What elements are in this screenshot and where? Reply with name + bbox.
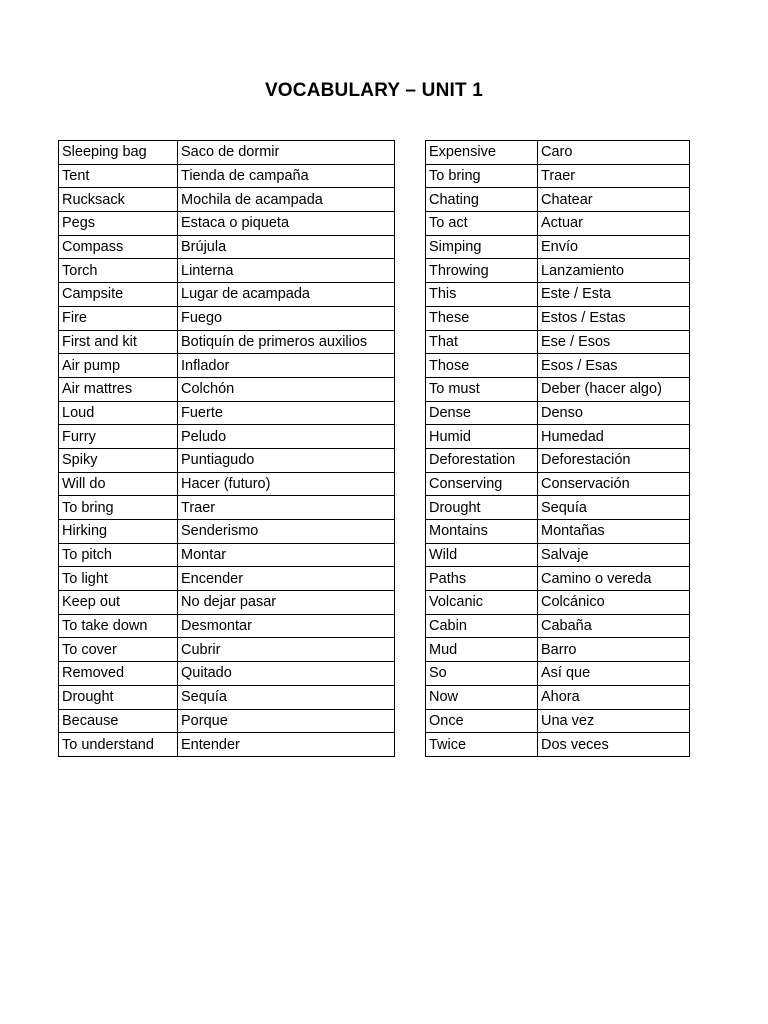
english-term-cell: Mud	[426, 638, 538, 662]
english-term-cell: Montains	[426, 520, 538, 544]
spanish-translation-cell: Camino o vereda	[538, 567, 690, 591]
spanish-translation-cell: Saco de dormir	[178, 141, 395, 165]
spanish-translation-cell: Ese / Esos	[538, 330, 690, 354]
spanish-translation-cell: Denso	[538, 401, 690, 425]
table-row	[59, 520, 395, 544]
spanish-translation-cell: Lanzamiento	[538, 259, 690, 283]
spanish-translation-cell: Desmontar	[178, 614, 395, 638]
table-row	[426, 354, 690, 378]
table-row	[426, 212, 690, 236]
spanish-translation-cell: Peludo	[178, 425, 395, 449]
table-row	[426, 614, 690, 638]
table-row	[426, 709, 690, 733]
table-row	[426, 283, 690, 307]
table-row	[426, 330, 690, 354]
spanish-translation-cell: Colcánico	[538, 591, 690, 615]
english-term-cell: Hirking	[59, 520, 178, 544]
spanish-translation-cell: Mochila de acampada	[178, 188, 395, 212]
spanish-translation-cell: Deber (hacer algo)	[538, 377, 690, 401]
table-row	[426, 638, 690, 662]
english-term-cell: First and kit	[59, 330, 178, 354]
table-row	[426, 425, 690, 449]
english-term-cell: Furry	[59, 425, 178, 449]
english-term-cell: Removed	[59, 662, 178, 686]
spanish-translation-cell: Estos / Estas	[538, 306, 690, 330]
table-row	[59, 401, 395, 425]
english-term-cell: To act	[426, 212, 538, 236]
table-row	[426, 520, 690, 544]
english-term-cell: Tent	[59, 164, 178, 188]
spanish-translation-cell: Fuego	[178, 306, 395, 330]
spanish-translation-cell: Montar	[178, 543, 395, 567]
page-title: VOCABULARY – UNIT 1	[264, 80, 484, 101]
spanish-translation-cell: Este / Esta	[538, 283, 690, 307]
table-row	[59, 141, 395, 165]
english-term-cell: Wild	[426, 543, 538, 567]
table-row	[59, 212, 395, 236]
spanish-translation-cell: Linterna	[178, 259, 395, 283]
english-term-cell: To bring	[59, 496, 178, 520]
table-row	[426, 496, 690, 520]
spanish-translation-cell: Fuerte	[178, 401, 395, 425]
english-term-cell: Spiky	[59, 448, 178, 472]
table-row	[59, 567, 395, 591]
spanish-translation-cell: Puntiagudo	[178, 448, 395, 472]
table-row	[59, 543, 395, 567]
english-term-cell: Now	[426, 685, 538, 709]
english-term-cell: Dense	[426, 401, 538, 425]
table-row	[59, 662, 395, 686]
english-term-cell: Air mattres	[59, 377, 178, 401]
spanish-translation-cell: Lugar de acampada	[178, 283, 395, 307]
english-term-cell: Pegs	[59, 212, 178, 236]
english-term-cell: To light	[59, 567, 178, 591]
english-term-cell: That	[426, 330, 538, 354]
table-row	[59, 448, 395, 472]
table-row	[426, 141, 690, 165]
spanish-translation-cell: Entender	[178, 733, 395, 757]
english-term-cell: Torch	[59, 259, 178, 283]
english-term-cell: To take down	[59, 614, 178, 638]
english-term-cell: To bring	[426, 164, 538, 188]
english-term-cell: Cabin	[426, 614, 538, 638]
table-row	[59, 164, 395, 188]
table-row	[59, 591, 395, 615]
table-row	[59, 354, 395, 378]
english-term-cell: Simping	[426, 235, 538, 259]
spanish-translation-cell: Quitado	[178, 662, 395, 686]
spanish-translation-cell: Sequía	[178, 685, 395, 709]
table-row	[59, 709, 395, 733]
spanish-translation-cell: Hacer (futuro)	[178, 472, 395, 496]
english-term-cell: Keep out	[59, 591, 178, 615]
spanish-translation-cell: Traer	[538, 164, 690, 188]
table-row	[426, 448, 690, 472]
english-term-cell: Those	[426, 354, 538, 378]
english-term-cell: Loud	[59, 401, 178, 425]
spanish-translation-cell: Caro	[538, 141, 690, 165]
english-term-cell: Campsite	[59, 283, 178, 307]
english-term-cell: Will do	[59, 472, 178, 496]
table-row	[426, 591, 690, 615]
table-row	[426, 662, 690, 686]
spanish-translation-cell: Inflador	[178, 354, 395, 378]
spanish-translation-cell: Sequía	[538, 496, 690, 520]
table-row	[59, 614, 395, 638]
spanish-translation-cell: Ahora	[538, 685, 690, 709]
spanish-translation-cell: Envío	[538, 235, 690, 259]
table-row	[426, 733, 690, 757]
english-term-cell: Compass	[59, 235, 178, 259]
english-term-cell: To understand	[59, 733, 178, 757]
table-row	[59, 188, 395, 212]
spanish-translation-cell: Esos / Esas	[538, 354, 690, 378]
table-row	[426, 543, 690, 567]
spanish-translation-cell: Encender	[178, 567, 395, 591]
english-term-cell: Humid	[426, 425, 538, 449]
table-row	[426, 188, 690, 212]
table-row	[59, 472, 395, 496]
table-row	[59, 733, 395, 757]
spanish-translation-cell: Traer	[178, 496, 395, 520]
english-term-cell: Air pump	[59, 354, 178, 378]
english-term-cell: Sleeping bag	[59, 141, 178, 165]
table-row	[59, 377, 395, 401]
spanish-translation-cell: Chatear	[538, 188, 690, 212]
table-row	[426, 472, 690, 496]
english-term-cell: Because	[59, 709, 178, 733]
vocabulary-table-right	[425, 140, 690, 757]
spanish-translation-cell: Cabaña	[538, 614, 690, 638]
english-term-cell: Drought	[59, 685, 178, 709]
table-row	[426, 259, 690, 283]
table-row	[59, 306, 395, 330]
english-term-cell: Fire	[59, 306, 178, 330]
english-term-cell: Throwing	[426, 259, 538, 283]
english-term-cell: Volcanic	[426, 591, 538, 615]
spanish-translation-cell: No dejar pasar	[178, 591, 395, 615]
spanish-translation-cell: Senderismo	[178, 520, 395, 544]
table-row	[59, 425, 395, 449]
english-term-cell: This	[426, 283, 538, 307]
spanish-translation-cell: Colchón	[178, 377, 395, 401]
spanish-translation-cell: Cubrir	[178, 638, 395, 662]
english-term-cell: Twice	[426, 733, 538, 757]
english-term-cell: Deforestation	[426, 448, 538, 472]
english-term-cell: Once	[426, 709, 538, 733]
table-row	[59, 330, 395, 354]
spanish-translation-cell: Barro	[538, 638, 690, 662]
spanish-translation-cell: Porque	[178, 709, 395, 733]
english-term-cell: To must	[426, 377, 538, 401]
english-term-cell: Drought	[426, 496, 538, 520]
table-row	[426, 164, 690, 188]
table-row	[426, 401, 690, 425]
table-row	[426, 567, 690, 591]
spanish-translation-cell: Botiquín de primeros auxilios	[178, 330, 395, 354]
table-row	[426, 235, 690, 259]
table-row	[426, 377, 690, 401]
vocabulary-table-body	[426, 141, 690, 757]
spanish-translation-cell: Montañas	[538, 520, 690, 544]
table-row	[426, 306, 690, 330]
spanish-translation-cell: Estaca o piqueta	[178, 212, 395, 236]
spanish-translation-cell: Deforestación	[538, 448, 690, 472]
english-term-cell: These	[426, 306, 538, 330]
table-row	[59, 685, 395, 709]
english-term-cell: Chating	[426, 188, 538, 212]
spanish-translation-cell: Tienda de campaña	[178, 164, 395, 188]
spanish-translation-cell: Dos veces	[538, 733, 690, 757]
spanish-translation-cell: Actuar	[538, 212, 690, 236]
english-term-cell: Rucksack	[59, 188, 178, 212]
vocabulary-table-left	[58, 140, 395, 757]
table-row	[59, 496, 395, 520]
english-term-cell: Expensive	[426, 141, 538, 165]
spanish-translation-cell: Conservación	[538, 472, 690, 496]
spanish-translation-cell: Una vez	[538, 709, 690, 733]
table-row	[59, 638, 395, 662]
english-term-cell: Paths	[426, 567, 538, 591]
english-term-cell: So	[426, 662, 538, 686]
english-term-cell: To cover	[59, 638, 178, 662]
english-term-cell: To pitch	[59, 543, 178, 567]
vocabulary-table-body	[59, 141, 395, 757]
table-row	[59, 259, 395, 283]
table-row	[426, 685, 690, 709]
table-row	[59, 283, 395, 307]
spanish-translation-cell: Brújula	[178, 235, 395, 259]
english-term-cell: Conserving	[426, 472, 538, 496]
spanish-translation-cell: Humedad	[538, 425, 690, 449]
spanish-translation-cell: Así que	[538, 662, 690, 686]
spanish-translation-cell: Salvaje	[538, 543, 690, 567]
table-row	[59, 235, 395, 259]
